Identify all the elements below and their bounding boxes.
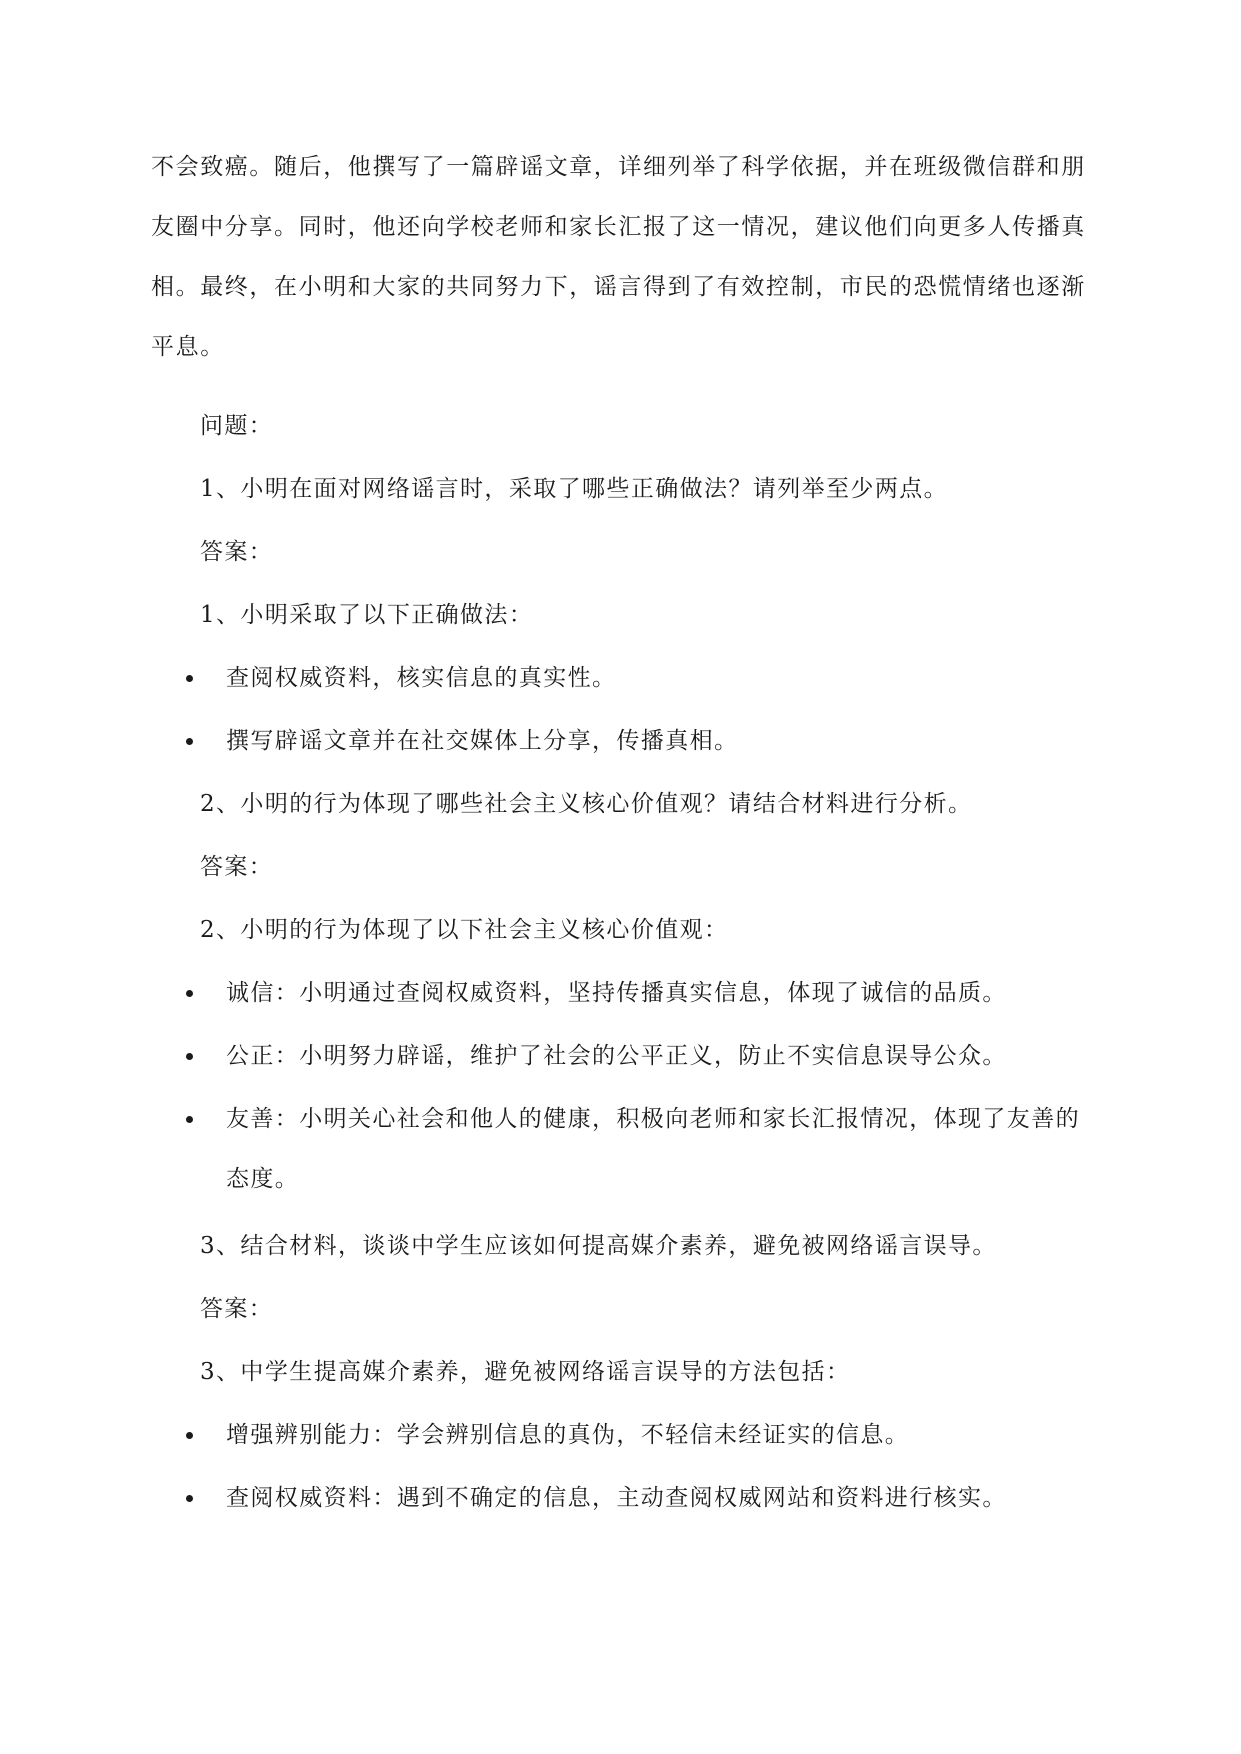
answer-intro-2: 2、小明的行为体现了以下社会主义核心价值观： <box>200 917 729 943</box>
list-item-text: 查阅权威资料：遇到不确定的信息，主动查阅权威网站和资料进行核实。 <box>226 1485 1007 1511</box>
list-item-text: 增强辨别能力：学会辨别信息的真伪，不轻信未经证实的信息。 <box>226 1422 910 1448</box>
list-item-text: 查阅权威资料，核实信息的真实性。 <box>226 665 617 691</box>
bullet-icon <box>186 738 193 745</box>
answer-intro-1: 1、小明采取了以下正确做法： <box>200 602 534 628</box>
bullet-icon <box>186 1495 193 1502</box>
list-item-text: 诚信：小明通过查阅权威资料，坚持传播真实信息，体现了诚信的品质。 <box>226 980 1007 1006</box>
answer-label-1: 答案： <box>200 539 274 565</box>
list-item-text: 友善：小明关心社会和他人的健康，积极向老师和家长汇报情况，体现了友善的态度。 <box>226 1106 1080 1192</box>
answer-intro-3: 3、中学生提高媒介素养，避免被网络谣言误导的方法包括： <box>200 1359 851 1385</box>
question-3: 3、结合材料，谈谈中学生应该如何提高媒介素养，避免被网络谣言误导。 <box>200 1233 997 1259</box>
bullet-icon <box>186 990 193 997</box>
question-2: 2、小明的行为体现了哪些社会主义核心价值观？请结合材料进行分析。 <box>200 791 973 817</box>
questions-label: 问题： <box>200 413 274 439</box>
answer-label-2: 答案： <box>200 854 274 880</box>
question-1: 1、小明在面对网络谣言时，采取了哪些正确做法？请列举至少两点。 <box>200 476 949 502</box>
intro-paragraph: 不会致癌。随后，他撰写了一篇辟谣文章，详细列举了科学依据，并在班级微信群和朋友圈中分享。同时，他还向学校老师和家长汇报了这一情况，建议他们向更多人传播真相。最终，在小明和大家的共同努力下，谣言得到了有效控制，市民的恐慌情绪也逐渐平息。 <box>151 154 1086 360</box>
list-item-text: 公正：小明努力辟谣，维护了社会的公平正义，防止不实信息误导公众。 <box>226 1043 1007 1069</box>
bullet-icon <box>186 1053 193 1060</box>
bullet-icon <box>186 1116 193 1123</box>
bullet-icon <box>186 1432 193 1439</box>
bullet-icon <box>186 675 193 682</box>
answer-label-3: 答案： <box>200 1296 274 1322</box>
list-item-text: 撰写辟谣文章并在社交媒体上分享，传播真相。 <box>226 728 739 754</box>
